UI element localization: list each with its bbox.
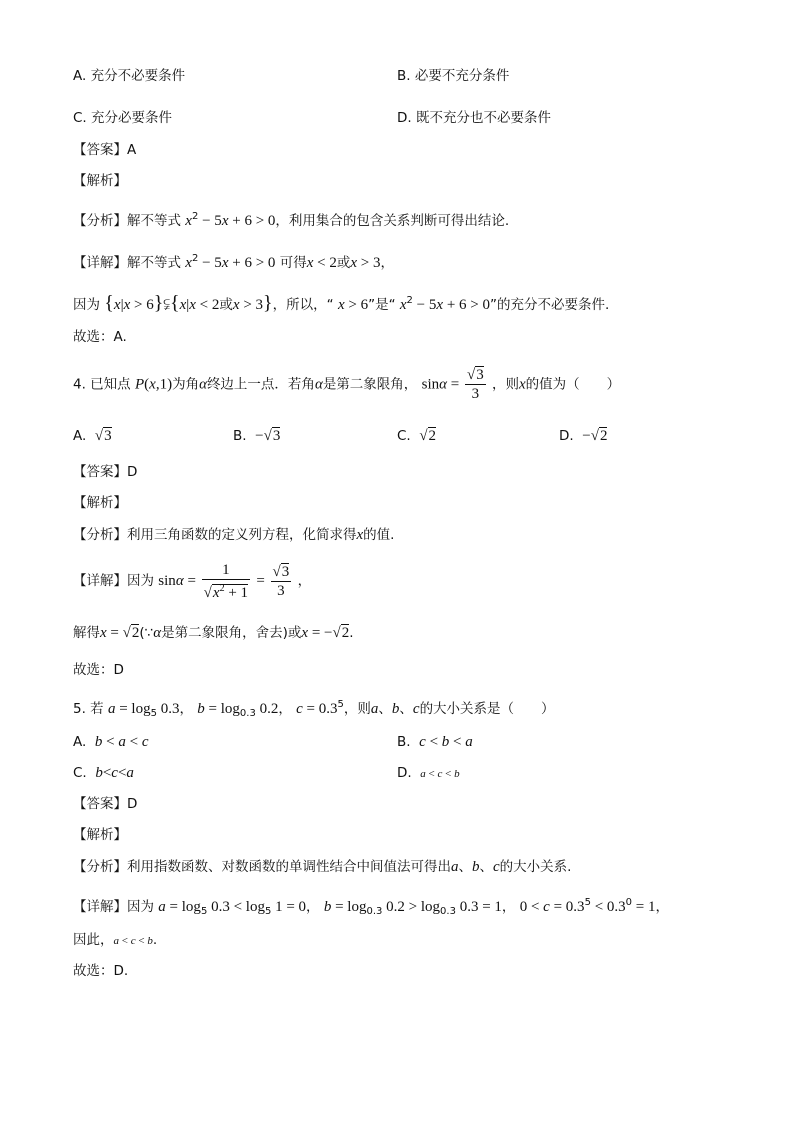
q5-answer: 【答案】D [73, 796, 138, 812]
q3-option-b: B. 必要不充分条件 [397, 68, 510, 84]
q4-stem-fraction: $\frac{√3}{3}$ [466, 367, 484, 402]
q5-choose: 故选：D. [73, 963, 129, 979]
q5-analysis-label: 【解析】 [73, 827, 127, 843]
q3-xiangjie: 【详解】解不等式 $x^2 - 5x + 6 > 0$ 可得x < 2或x > 3， [73, 253, 394, 271]
q4-choose: 故选：D [73, 662, 124, 678]
q4-fenxi: 【分析】利用三角函数的定义列方程，化简求得x的值. [73, 527, 395, 543]
q4-option-a: A. √3 [73, 428, 112, 444]
q5-option-c: C. b<c<a [73, 765, 134, 781]
q4-xiangjie-fraction-1: $\frac{1}{√x^2 + 1}$ [203, 561, 249, 601]
q4-stem: 4. 已知点 P(x,1)为角α终边上一点．若角α是第二象限角， sinα = $\frac{√3}{3}$ ，则x的值为（ ） [73, 367, 621, 402]
q3-choose: 故选：A. [73, 329, 127, 345]
q3-analysis-label: 【解析】 [73, 173, 127, 189]
q5-stem: 5. 若 $a = \log_5 0.3$， $b = \log_{0.3} 0.2$， $c = 0.3^5$，则a、b、c的大小关系是（ ） [73, 699, 555, 719]
q3-because: 因为 {x|x > 6}⫋{x|x < 2或x > 3}，所以，“ x > 6”是“ $x^2 - 5x + 6 > 0$”的充分不必要条件. [73, 292, 610, 314]
q5-option-a: A. b < a < c [73, 734, 149, 750]
q4-option-b: B. −√3 [233, 428, 281, 444]
q4-xiangjie-fraction-2: $\frac{√3}{3}$ [272, 563, 290, 599]
q4-option-c: C. √2 [397, 428, 437, 444]
q5-therefore: 因此，a < c < b. [73, 932, 158, 948]
q3-option-c: C. 充分必要条件 [73, 110, 173, 126]
q5-xiangjie: 【详解】因为 $a = \log_5 0.3 < \log_5 1 = 0$， $b = \log_{0.3} 0.2 > \log_{0.3} 0.3 = 1$， $0 < c = 0.3^5 < 0.3^0 = 1$， [73, 897, 669, 917]
q5-option-b: B. c < b < a [397, 734, 473, 750]
q5-fenxi: 【分析】利用指数函数、对数函数的单调性结合中间值法可得出a、b、c的大小关系. [73, 859, 572, 875]
q4-answer: 【答案】D [73, 464, 138, 480]
q3-fenxi: 【分析】解不等式 $x^2 - 5x + 6 > 0$，利用集合的包含关系判断可得出结论. [73, 211, 510, 229]
q4-xiangjie: 【详解】因为 sinα = $\frac{1}{√x^2 + 1}$ = $\frac{√3}{3}$ ， [73, 561, 312, 601]
q4-solve: 解得x = √2(∵α是第二象限角，舍去)或x = −√2. [73, 625, 354, 641]
q5-option-d: D. a < c < b [397, 765, 460, 781]
q4-analysis-label: 【解析】 [73, 495, 127, 511]
q3-answer: 【答案】A [73, 142, 137, 158]
q3-option-a: A. 充分不必要条件 [73, 68, 186, 84]
q4-option-d: D. −√2 [559, 428, 608, 444]
q3-option-d: D. 既不充分也不必要条件 [397, 110, 551, 126]
